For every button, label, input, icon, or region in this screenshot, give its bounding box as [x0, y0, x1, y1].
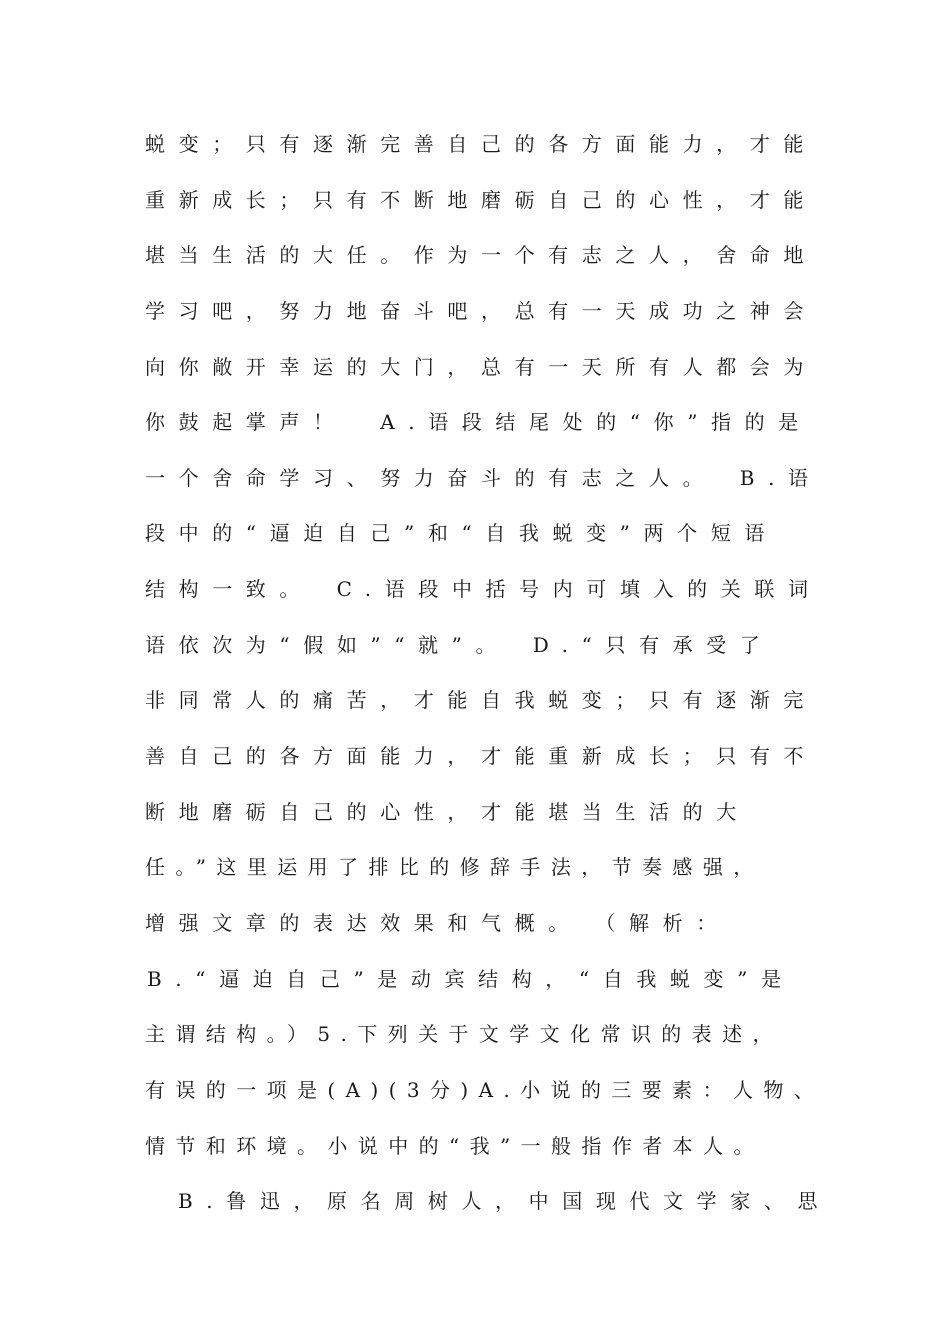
text-line: 任。”这里运用了排比的修辞手法，节奏感强， [145, 855, 764, 879]
text-line: 你鼓起掌声！ A.语段结尾处的“你”指的是 [145, 410, 812, 434]
text-line: B.“逼迫自己”是动宾结构，“自我蜕变”是 [147, 967, 795, 991]
text-line: 堪当生活的大任。作为一个有志之人，舍命地 [145, 243, 817, 267]
text-line: 有误的一项是(A)(3分)A.小说的三要素：人物、 [145, 1078, 825, 1102]
text-line: 向你敞开幸运的大门，总有一天所有人都会为 [145, 355, 817, 379]
text-line: 段中的“逼迫自己”和“自我蜕变”两个短语 [145, 521, 778, 545]
text-line: 语依次为“假如”“就”。 D.“只有承受了 [145, 633, 774, 657]
text-line: 非同常人的痛苦，才能自我蜕变；只有逐渐完 [145, 688, 817, 712]
text-line: 断地磨砺自己的心性，才能堪当生活的大 [145, 800, 750, 824]
text-line: 情节和环境。小说中的“我”一般指作者本人。 [145, 1134, 764, 1158]
text-line: 一个舍命学习、努力奋斗的有志之人。 B.语 [145, 466, 822, 490]
text-line: 学习吧，努力地奋斗吧，总有一天成功之神会 [145, 299, 817, 323]
text-line: 结构一致。 C.语段中括号内可填入的关联词 [145, 577, 822, 601]
text-line: 蜕变；只有逐渐完善自己的各方面能力，才能 [145, 132, 817, 156]
text-line: 主谓结构。）5.下列关于文学文化常识的表述， [145, 1022, 783, 1046]
text-line: 增强文章的表达效果和气概。 （解析： [145, 911, 730, 935]
text-line: 善自己的各方面能力，才能重新成长；只有不 [145, 744, 817, 768]
text-line: B.鲁迅，原名周树人，中国现代文学家、思 [178, 1189, 832, 1213]
text-line: 重新成长；只有不断地磨砺自己的心性，才能 [145, 188, 817, 212]
